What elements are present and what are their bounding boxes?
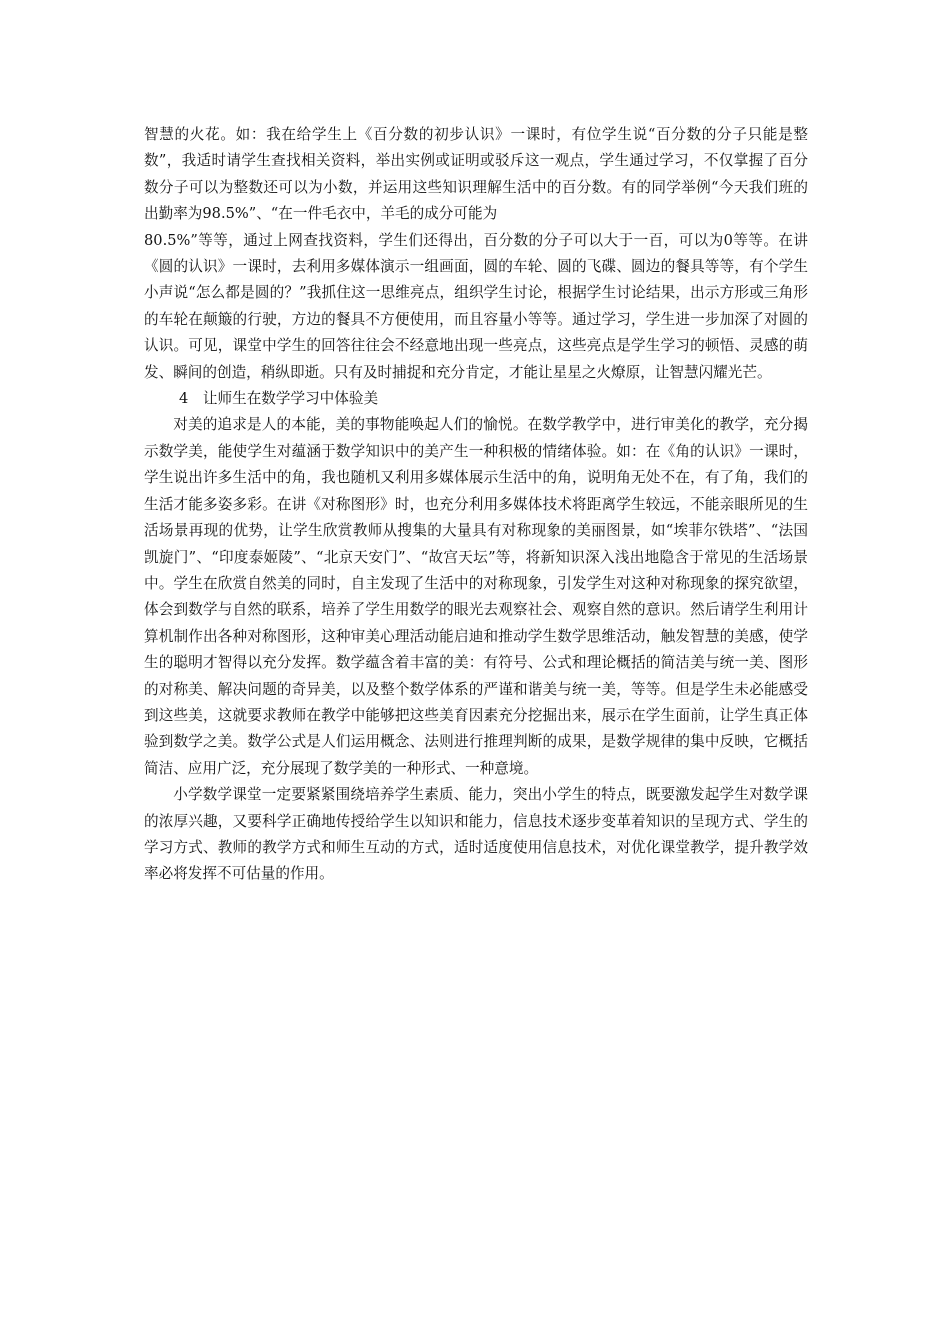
document-body [144,122,808,888]
section-heading: 4 让师生在数学学习中体验美 [179,390,379,408]
paragraph-conclusion: 小学数学课堂一定要紧紧围绕培养学生素质、能力，突出小学生的特点，既要激发起学生对数学课的浓厚兴趣，又要科学正确地传授给学生以知识和能力，信息技术逐步变革着知识的呈现方式、学生的学习方式、教师的教学方式和师生互动的方式，适时适度使用信息技术，对优化课堂教学，提升教学效率必将发挥不可估量的作用。 [144,786,808,883]
paragraph-continued: 智慧的火花。如：我在给学生上《百分数的初步认识》一课时，有位学生说“百分数的分子只能是整数”，我适时请学生查找相关资料，举出实例或证明或驳斥这一观点，学生通过学习，不仅掌握了百分数分子可以为整数还可以为小数，并运用这些知识理解生活中的百分数。有的同学举例“今天我们班的出勤率为98.5%”、“在一件毛衣中，羊毛的成分可能为 80.5%”等等，通过上网查找资料，学生们还得出，百分数的分子可以大于一百，可以为0等等。在讲《圆的认识》一课时，去利用多媒体演示一组画面，圆的车轮、圆的飞碟、圆边的餐具等等，有个学生小声说“怎么都是圆的？”我抓住这一思维亮点，组织学生讨论，根据学生讨论结果，出示方形或三角形的车轮在颠簸的行驶，方边的餐具不方便使用，而且容量小等等。通过学习，学生进一步加深了对圆的认识。可见，课堂中学生的回答往往会不经意地出现一些亮点，这些亮点是学生学习的顿悟、灵感的萌发、瞬间的创造，稍纵即逝。只有及时捕捉和充分肯定，才能让星星之火燎原，让智慧闪耀光芒。 [144,126,808,381]
paragraph-beauty: 对美的追求是人的本能，美的事物能唤起人们的愉悦。在数学教学中，进行审美化的教学，充分揭示数学美，能使学生对蕴涵于数学知识中的美产生一种积极的情绪体验。如：在《角的认识》一课时，学生说出许多生活中的角，我也随机又利用多媒体展示生活中的角，说明角无处不在，有了角，我们的生活才能多姿多彩。在讲《对称图形》时，也充分利用多媒体技术将距离学生较远，不能亲眼所见的生活场景再现的优势，让学生欣赏教师从搜集的大量具有对称现象的美丽图景，如“埃菲尔铁塔”、“法国凯旋门”、“印度泰姬陵”、“北京天安门”、“故宫天坛”等，将新知识深入浅出地隐含于常见的生活场景中。学生在欣赏自然美的同时，自主发现了生活中的对称现象，引发学生对这种对称现象的探究欲望，体会到数学与自然的联系，培养了学生用数学的眼光去观察社会、观察自然的意识。然后请学生利用计算机制作出各种对称图形，这种审美心理活动能启迪和推动学生数学思维活动，触发智慧的美感，使学生的聪明才智得以充分发挥。数学蕴含着丰富的美：有符号、公式和理论概括的简洁美与统一美、图形的对称美、解决问题的奇异美，以及整个数学体系的严谨和谐美与统一美，等等。但是学生未必能感受到这些美，这就要求教师在教学中能够把这些美育因素充分挖掘出来，展示在学生面前，让学生真正体验到数学之美。数学公式是人们运用概念、法则进行推理判断的成果，是数学规律的集中反映，它概括简洁、应用广泛，充分展现了数学美的一种形式、一种意境。 [144,416,808,777]
